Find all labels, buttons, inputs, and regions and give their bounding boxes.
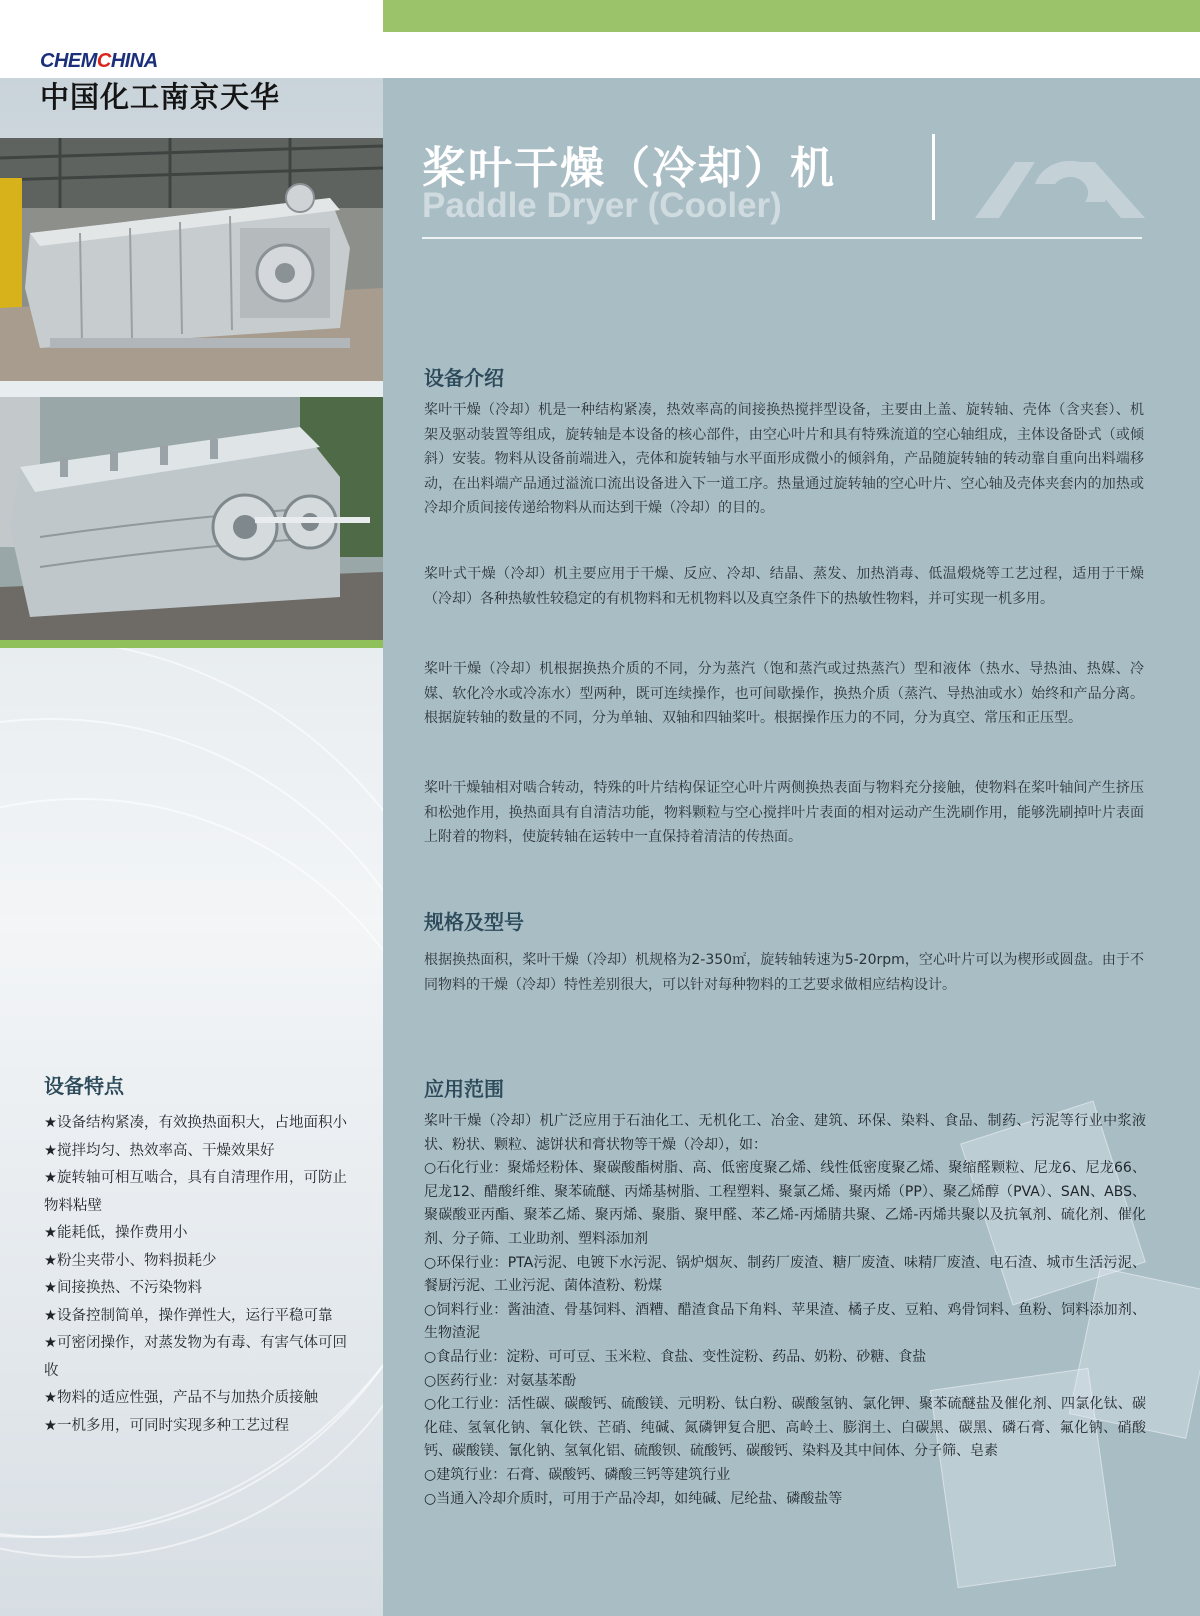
features-list [44, 1110, 354, 1440]
feature-item: ★物料的适应性强，产品不与加热介质接触 [44, 1390, 318, 1406]
feature-item: ★能耗低，操作费用小 [44, 1225, 188, 1241]
applications-section-title: 应用范围 [424, 1077, 504, 1101]
feature-item: ★设备控制简单，操作弹性大，运行平稳可靠 [44, 1307, 333, 1324]
spec-section-title: 规格及型号 [424, 910, 524, 934]
intro-paragraph-2: 桨叶式干燥（冷却）机主要应用于干燥、反应、冷却、结晶、蒸发、加热消毒、低温煅烧等工艺过程，适用于干燥（冷却）各种热敏性较稳定的有机物料和无机物料以及真空条件下的热敏性物料，并可实现一机多用。 [424, 566, 1144, 607]
company-logo [40, 50, 340, 116]
application-item: 桨叶干燥（冷却）机广泛应用于石油化工、无机化工、冶金、建筑、环保、染料、食品、制药、污泥等行业中浆液状、粉状、颗粒、滤饼状和膏状物等干燥（冷却），如： [424, 1113, 1146, 1153]
features-section-title: 设备特点 [44, 1074, 124, 1098]
feature-item: ★搅拌均匀、热效率高、干燥效果好 [44, 1142, 275, 1159]
logo-english-name: CHEMCHINA [40, 50, 158, 72]
top-accent-bar [383, 0, 1200, 32]
green-accent-strip [0, 640, 383, 648]
application-item: ○化工行业：活性碳、碳酸钙、硫酸镁、元明粉、钛白粉、碳酸氢钠、氯化钾、聚苯硫醚盐及催化剂、四氯化钛、碳化硅、氢氧化钠、氧化铁、芒硝、纯碱、氮磷钾复合肥、高岭土、膨润土、白碳黑、碳黑、磷石膏、氟化钠、硝酸钙、碳酸镁、氰化钠、氢氧化铝、硫酸钡、硫酸钙、碳酸钙、染料及其中间体、分子筛、皂素 [424, 1396, 1146, 1460]
product-title-chinese: 桨叶干燥（冷却）机 [422, 143, 836, 194]
application-item: ○医药行业：对氨基苯酚 [424, 1372, 577, 1389]
title-divider [932, 134, 935, 220]
product-photo-1 [0, 138, 383, 381]
application-item: ○环保行业：PTA污泥、电镀下水污泥、锅炉烟灰、制药厂废渣、糖厂废渣、味精厂废渣、电石渣、城市生活污泥、餐厨污泥、工业污泥、菌体渣粉、粉煤 [424, 1254, 1146, 1295]
logo-chinese-name: 中国化工南京天华 [40, 80, 281, 114]
application-item: ○石化行业：聚烯烃粉体、聚碳酸酯树脂、高、低密度聚乙烯、线性低密度聚乙烯、聚缩醛颗粒、尼龙6、尼龙66、尼龙12、醋酸纤维、聚苯硫醚、丙烯基树脂、工程塑料、聚氯乙烯、聚丙烯（PP）、聚乙烯醇（PVA）、SAN、ABS、聚碳酸亚丙酯、聚苯乙烯、聚丙烯、聚脂、聚甲醛、苯乙烯-丙烯腈共聚、乙烯-丙烯共聚以及抗氧剂、硫化剂、催化剂、分子筛、工业助剂、塑料添加剂 [424, 1160, 1146, 1247]
feature-item: ★粉尘夹带小、物料损耗少 [44, 1252, 217, 1269]
feature-item: ★旋转轴可相互啮合，具有自清理作用，可防止物料粘壁 [44, 1170, 347, 1214]
feature-item: ★一机多用，可同时实现多种工艺过程 [44, 1417, 289, 1434]
application-item: ○食品行业：淀粉、可可豆、玉米粒、食盐、变性淀粉、药品、奶粉、砂糖、食盐 [424, 1348, 927, 1365]
spec-paragraph: 根据换热面积，桨叶干燥（冷却）机规格为2-350㎡，旋转轴转速为5-20rpm，空心叶片可以为楔形或圆盘。由于不同物料的干燥（冷却）特性差别很大，可以针对每种物料的工艺要求做相应结构设计。 [424, 952, 1144, 993]
intro-section-title: 设备介绍 [424, 366, 504, 390]
feature-item: ★可密闭操作，对蒸发物为有毒、有害气体可回收 [44, 1335, 347, 1379]
brand-mark-icon [975, 142, 1145, 222]
application-item: ○饲料行业：酱油渣、骨基饲料、酒糟、醋渣食品下角料、苹果渣、橘子皮、豆粕、鸡骨饲料、鱼粉、饲料添加剂、生物渣泥 [424, 1301, 1146, 1342]
feature-item: ★设备结构紧凑，有效换热面积大，占地面积小 [44, 1115, 347, 1131]
title-underline [422, 237, 1142, 239]
intro-paragraph-4: 桨叶干燥轴相对啮合转动，特殊的叶片结构保证空心叶片两侧换热表面与物料充分接触，使物料在桨叶轴间产生挤压和松弛作用，换热面具有自清洁功能，物料颗粒与空心搅拌叶片表面的相对运动产生洗刷作用，能够洗刷掉叶片表面上附着的物料，使旋转轴在运转中一直保持着清洁的传热面。 [424, 780, 1144, 845]
product-photo-2 [0, 397, 383, 640]
photo-gap [0, 381, 383, 397]
applications-list [424, 1110, 1146, 1511]
application-item: ○建筑行业：石膏、碳酸钙、磷酸三钙等建筑行业 [424, 1466, 731, 1483]
feature-item: ★间接换热、不污染物料 [44, 1280, 202, 1296]
intro-paragraph-3: 桨叶干燥（冷却）机根据换热介质的不同，分为蒸汽（饱和蒸汽或过热蒸汽）型和液体（热水、导热油、热媒、冷媒、软化冷水或冷冻水）型两种，既可连续操作，也可间歇操作，换热介质（蒸汽、导热油或水）始终和产品分离。根据旋转轴的数量的不同，分为单轴、双轴和四轴桨叶。根据操作压力的不同，分为真空、常压和正压型。 [424, 661, 1144, 726]
product-title-english: Paddle Dryer (Cooler) [422, 186, 782, 225]
intro-paragraph-1: 桨叶干燥（冷却）机是一种结构紧凑，热效率高的间接换热搅拌型设备，主要由上盖、旋转轴、壳体（含夹套）、机架及驱动装置等组成，旋转轴是本设备的核心部件，由空心叶片和具有特殊流道的空心轴组成，主体设备卧式（或倾斜）安装。物料从设备前端进入，壳体和旋转轴与水平面形成微小的倾斜角，产品随旋转轴的转动靠自重向出料端移动，在出料端产品通过溢流口流出设备进入下一道工序。热量通过旋转轴的空心叶片、空心轴及壳体夹套内的加热或冷却介质间接传递给物料从而达到干燥（冷却）的目的。 [424, 402, 1144, 516]
application-item: ○当通入冷却介质时，可用于产品冷却，如纯碱、尼纶盐、磷酸盐等 [424, 1490, 843, 1507]
